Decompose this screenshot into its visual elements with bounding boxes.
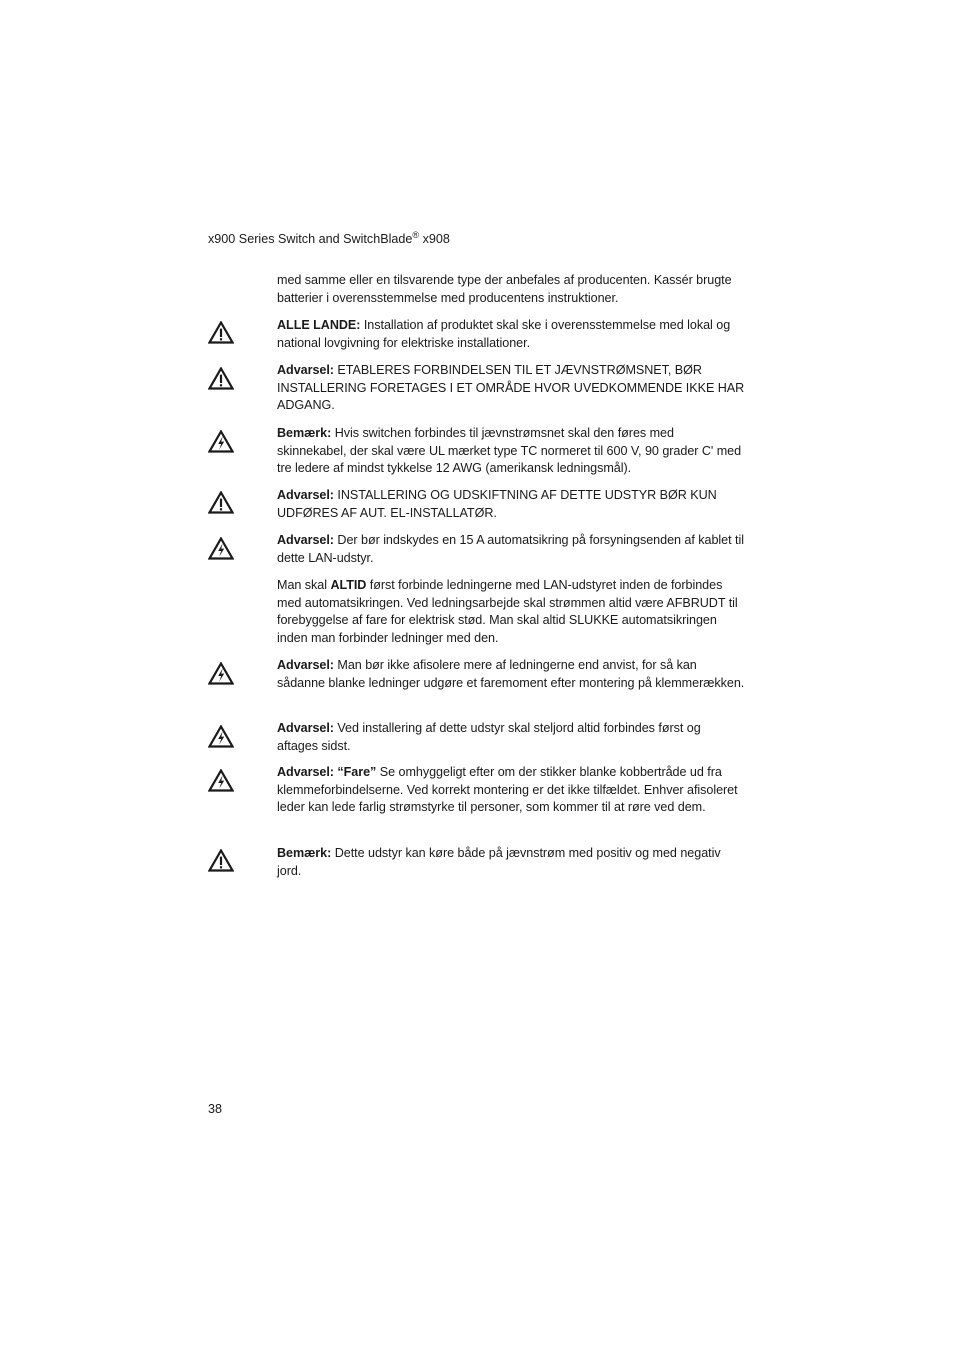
notice-warning-strip bbox=[277, 657, 745, 692]
notice-text: Der bør indskydes en 15 A automatsikring på forsyningsenden af kablet til dette LAN-udstyr. bbox=[277, 533, 744, 565]
electrical-hazard-icon bbox=[208, 769, 234, 792]
page-number: 38 bbox=[208, 1102, 223, 1116]
notice-text: ETABLERES FORBINDELSEN TIL ET JÆVNSTRØMSNET, BØR INSTALLERING FORETAGES I ET OMRÅDE HVOR UVEDKOMMENDE IKKE HAR ADGANG. bbox=[277, 363, 745, 413]
running-header bbox=[208, 230, 450, 248]
intro-paragraph: med samme eller en tilsvarende type der anbefales af producenten. Kassér brugte batterier i overensstemmelse med producentens instruktioner. bbox=[277, 273, 732, 305]
notice-warning-installer bbox=[277, 487, 745, 522]
electrical-hazard-icon bbox=[208, 537, 234, 560]
notice-label: Advarsel: bbox=[277, 721, 334, 735]
notice-label: Advarsel: bbox=[277, 658, 334, 672]
notice-warning-danger bbox=[277, 764, 745, 817]
notice-note-ground-polarity bbox=[277, 845, 745, 880]
electrical-hazard-icon bbox=[208, 662, 234, 685]
notice-text: Ved installering af dette udstyr skal steljord altid forbindes først og aftages sidst. bbox=[277, 721, 701, 753]
notice-label: Advarsel: bbox=[277, 533, 334, 547]
note-text-after: først forbinde ledningerne med LAN-udstyret inden de forbindes med automatsikringen. Ved ledningsarbejde skal strømmen altid være AFBRUDT til forebyggelse af fare for elektrisk stød. Man skal altid SLUKKE automatsikringen inden man forbinder ledninger med den. bbox=[277, 578, 738, 645]
notice-warning-breaker bbox=[277, 532, 745, 567]
notice-label: Bemærk: bbox=[277, 426, 332, 440]
notice-text: INSTALLERING OG UDSKIFTNING AF DETTE UDSTYR BØR KUN UDFØRES AF AUT. EL-INSTALLATØR. bbox=[277, 488, 717, 520]
header-title: x900 Series Switch and SwitchBlade bbox=[208, 232, 413, 246]
caution-triangle-icon bbox=[208, 321, 234, 344]
notice-text: Installation af produktet skal ske i overensstemmelse med lokal og national lovgivning for elektriske installationer. bbox=[277, 318, 731, 350]
notice-label: Advarsel: bbox=[277, 488, 334, 502]
notice-warning-dc-area bbox=[277, 362, 745, 415]
notice-text: Man bør ikke afisolere mere af ledningerne end anvist, for så kan sådanne blanke ledninger udgøre et faremoment efter montering på klemmerækken. bbox=[277, 658, 745, 690]
notice-text: Hvis switchen forbindes til jævnstrømsnet skal den føres med skinnekabel, der skal være UL mærket type TC normeret til 600 V, 90 grader C' med tre ledere af mindst tykkelse 12 AWG (amerikansk ledningsmål). bbox=[277, 426, 742, 476]
notice-warning-ground bbox=[277, 720, 745, 755]
electrical-hazard-icon bbox=[208, 725, 234, 748]
caution-triangle-icon bbox=[208, 491, 234, 514]
notice-label: ALLE LANDE: bbox=[277, 318, 361, 332]
notice-all-countries bbox=[277, 317, 745, 352]
note-text-before: Man skal bbox=[277, 578, 327, 592]
notice-text: Se omhyggeligt efter om der stikker blanke kobbertråde ud fra klemmeforbindelserne. Ved korrekt montering er det ikke tilfældet. Enhver afisoleret leder kan lede farlig strømstyrke til personer, som kommer til at røre ved dem. bbox=[277, 765, 738, 815]
notice-label: Bemærk: bbox=[277, 846, 332, 860]
header-model: x908 bbox=[422, 232, 450, 246]
notice-note-cable bbox=[277, 425, 745, 478]
notice-text: Dette udstyr kan køre både på jævnstrøm med positiv og med negativ jord. bbox=[277, 846, 721, 878]
note-emphasis: ALTID bbox=[330, 578, 367, 592]
caution-triangle-icon bbox=[208, 849, 234, 872]
registered-mark: ® bbox=[412, 230, 420, 240]
electrical-hazard-icon bbox=[208, 430, 234, 453]
caution-triangle-icon bbox=[208, 367, 234, 390]
notice-label: Advarsel: “Fare” bbox=[277, 765, 377, 779]
notice-label: Advarsel: bbox=[277, 363, 334, 377]
note-altid-paragraph bbox=[277, 577, 745, 647]
